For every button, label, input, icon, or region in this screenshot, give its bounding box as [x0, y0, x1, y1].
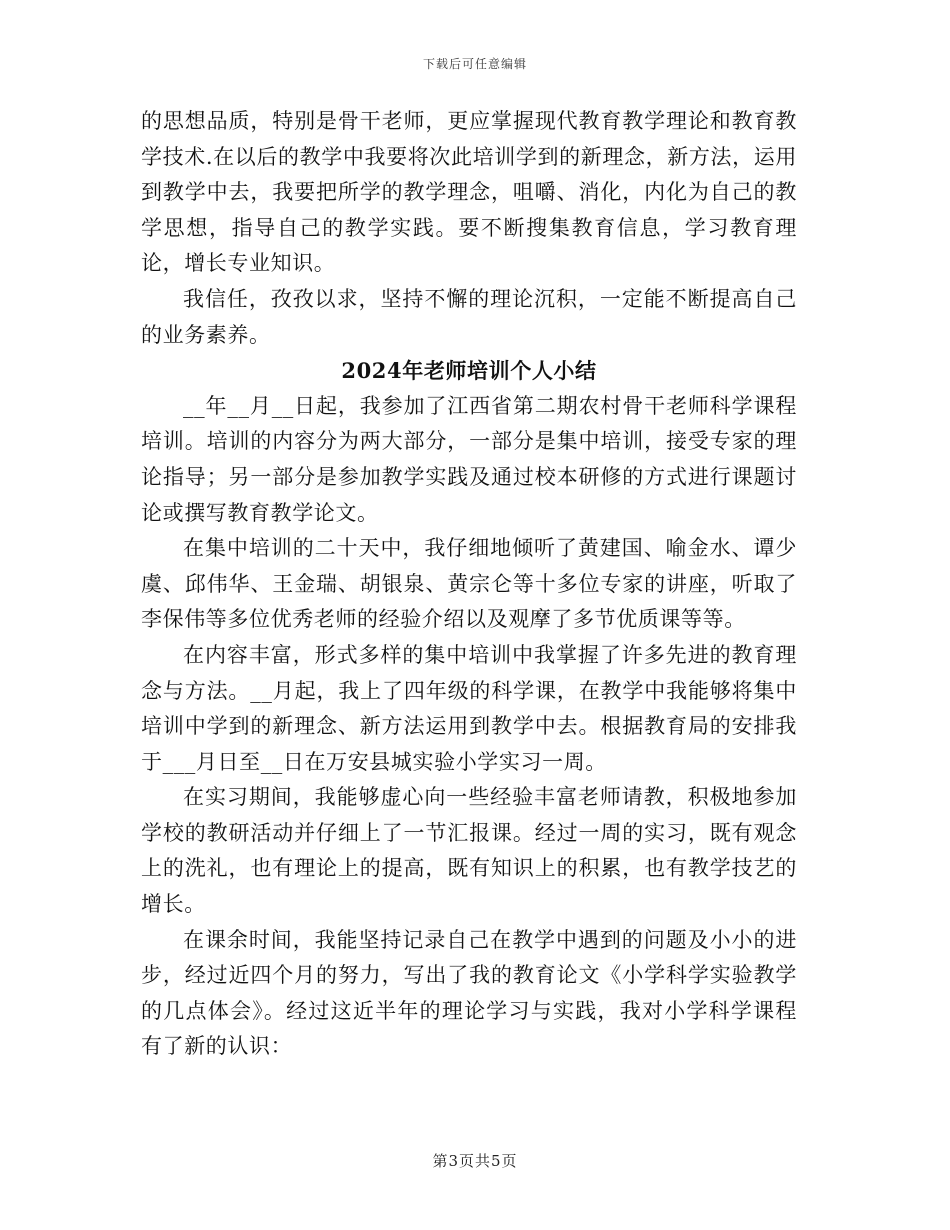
- page-number: 第3页共5页: [432, 1152, 518, 1170]
- section-title: 2024年老师培训个人小结: [341, 358, 597, 384]
- paragraph: __年__月__日起，我参加了江西省第二期农村骨干老师科学课程培训。培训的内容分为两大部分，一部分是集中培训，接受专家的理论指导；另一部分是参加教学实践及通过校本研修的方式进行课题讨论或撰写教育教学论文。: [141, 393, 797, 525]
- document-body: [141, 104, 797, 1065]
- paragraph: 在课余时间，我能坚持记录自己在教学中遇到的问题及小小的进步，经过近四个月的努力，写出了我的教育论文《小学科学实验教学的几点体会》。经过这近半年的理论学习与实践，我对小学科学课程有了新的认识：: [141, 927, 797, 1059]
- header-note: 下载后可任意编辑: [422, 57, 527, 71]
- paragraph: 我信任，孜孜以求，坚持不懈的理论沉积，一定能不断提高自己的业务素养。: [141, 286, 797, 347]
- paragraph-continued: 的思想品质，特别是骨干老师，更应掌握现代教育教学理论和教育教学技术.在以后的教学中我要将次此培训学到的新理念，新方法，运用到教学中去，我要把所学的教学理念，咀嚼、消化，内化为自己的教学思想，指导自己的教学实践。要不断搜集教育信息，学习教育理论，增长专业知识。: [141, 109, 797, 276]
- paragraph: 在内容丰富，形式多样的集中培训中我掌握了许多先进的教育理念与方法。__月起，我上了四年级的科学课，在教学中我能够将集中培训中学到的新理念、新方法运用到教学中去。根据教育局的安排我于___月日至__日在万安县城实验小学实习一周。: [141, 642, 797, 774]
- paragraph: 在实习期间，我能够虚心向一些经验丰富老师请教，积极地参加学校的教研活动并仔细上了一节汇报课。经过一周的实习，既有观念上的洗礼，也有理论上的提高，既有知识上的积累，也有教学技艺的增长。: [141, 785, 797, 917]
- paragraph: 在集中培训的二十天中，我仔细地倾听了黄建国、喻金水、谭少虞、邱伟华、王金瑞、胡银泉、黄宗仑等十多位专家的讲座，听取了李保伟等多位优秀老师的经验介绍以及观摩了多节优质课等等。: [141, 536, 797, 632]
